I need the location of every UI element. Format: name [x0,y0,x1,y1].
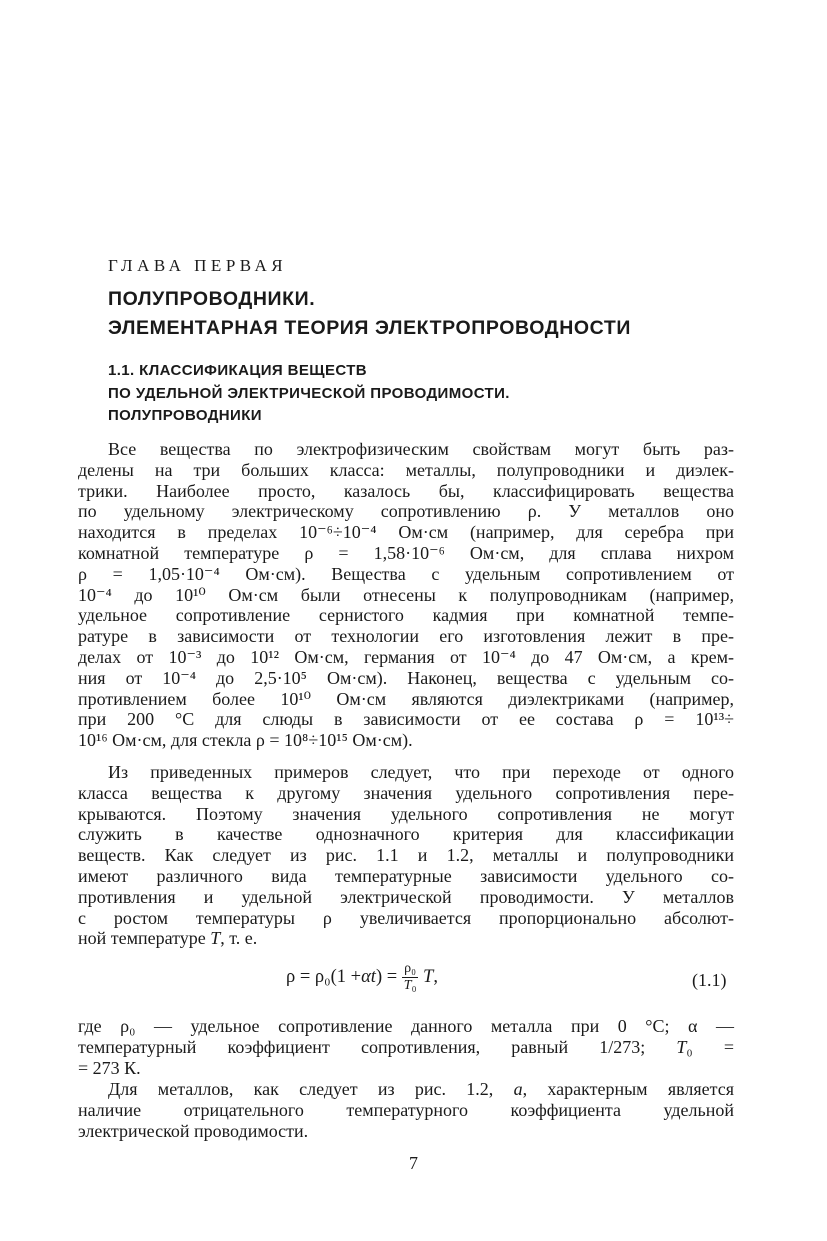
paragraph-examples [78,762,734,949]
formula-lhs: ρ = ρ₀(1 + [286,967,362,987]
text-line [78,928,734,949]
text-run: ной температуре [78,928,211,949]
text-line [78,1037,734,1058]
text-line: Из приведенных примеров следует, что при переходе от одного [108,762,734,782]
text-line: находится в пределах 10⁻⁶÷10⁻⁴ Ом·см (например, для серебра при [78,522,734,543]
text-line: = 273 К. [78,1057,141,1078]
chapter-label: ГЛАВА ПЕРВАЯ [108,256,288,275]
chapter-title-line: ПОЛУПРОВОДНИКИ. [108,288,316,310]
text-line: ния от 10⁻⁴ до 2,5·10⁵ Ом·см). Наконец, вещества с удельным со- [78,667,734,688]
text-line: класса вещества к другому значения удельного сопротивления пере- [78,782,734,803]
fraction-denominator [404,978,417,993]
text-line: служить в качестве однозначного критерия для классификации [78,824,734,845]
formula-rhs-var: T [423,967,434,987]
text-line: электрической проводимости. [78,1120,309,1141]
text-line: 10⁻⁴ до 10¹⁰ Ом·см были отнесены к полупроводникам (например, [78,584,734,605]
text-line: трики. Наиболее просто, казалось бы, классифицировать вещества [78,480,734,501]
formula-t: t [370,967,376,987]
section-title-line: ПО УДЕЛЬНОЙ ЭЛЕКТРИЧЕСКОЙ ПРОВОДИМОСТИ. [108,384,510,402]
text-line: удельное сопротивление сернистого кадмия при комнатной темпе- [78,605,734,626]
denominator-sub: ₀ [411,978,417,993]
fraction-numerator: ρ₀ [404,961,417,976]
text-run: температурный коэффициент сопротивления, равный 1/273; [78,1036,677,1057]
text-line: по удельному электрическому сопротивлению ρ. У металлов оно [78,501,734,522]
text-run: , т. е. [220,928,258,949]
text-line: имеют различного вида температурные зависимости удельного со- [78,865,734,886]
text-line: противлением более 10¹⁰ Ом·см являются диэлектриками (например, [78,688,734,709]
paragraph-classification [78,439,734,751]
chapter-title-line: ЭЛЕМЕНТАРНАЯ ТЕОРИЯ ЭЛЕКТРОПРОВОДНОСТИ [108,317,632,339]
text-line: с ростом температуры ρ увеличивается пропорционально абсолют- [78,907,734,928]
equation-number: (1.1) [692,970,727,990]
text-run: Для металлов, как следует из рис. 1.2, [108,1079,514,1099]
text-line [78,1079,734,1100]
text-line: противления и удельной электрической проводимости. У металлов [78,886,734,907]
text-run: , характерным является [522,1079,734,1099]
text-line: делах от 10⁻³ до 10¹² Ом·см, германия от 10⁻⁴ до 47 Ом·см, а крем- [78,646,734,667]
text-line: веществ. Как следует из рис. 1.1 и 1.2, металлы и полупроводники [78,845,734,866]
formula-rhs-tail: , [433,967,438,987]
paragraph-where [78,1016,734,1078]
variable-T: T [676,1036,687,1057]
section-title [108,360,510,428]
text-run: ₀ = [686,1036,734,1057]
section-title-line: ПОЛУПРОВОДНИКИ [108,407,262,424]
text-line: Все вещества по электрофизическим свойствам могут быть раз- [108,439,734,459]
formula-1-1 [286,962,438,993]
variable-T: T [210,928,221,949]
page-number: 7 [409,1153,418,1173]
formula-fraction [402,962,418,993]
text-line: где ρ₀ — удельное сопротивление данного металла при 0 °С; α — [78,1016,734,1036]
paragraph-metals [78,1079,734,1141]
denominator-var: T [403,978,412,993]
text-line: ρ = 1,05·10⁻⁴ Ом·см). Вещества с удельным сопротивлением от [78,563,734,584]
text-line: ратуре в зависимости от технологии его изготовления лежит в пре- [78,626,734,647]
text-line: крываются. Поэтому значения удельного сопротивления не могут [78,803,734,824]
text-line: 10¹⁶ Ом·см, для стекла ρ = 10⁸÷10¹⁵ Ом·см). [78,730,413,751]
formula-mid: ) = [375,967,398,987]
chapter-title [108,285,631,343]
text-line: комнатной температуре ρ = 1,58·10⁻⁶ Ом·см, для сплава нихром [78,542,734,563]
text-line: наличие отрицательного температурного коэффициента удельной [78,1099,734,1120]
formula-alpha: α [361,967,371,987]
figure-letter: а [513,1079,523,1099]
section-title-line: 1.1. КЛАССИФИКАЦИЯ ВЕЩЕСТВ [108,362,368,379]
text-line: при 200 °С для слюды в зависимости от ее состава ρ = 10¹³÷ [78,709,734,730]
text-line: делены на три больших класса: металлы, полупроводники и диэлек- [78,459,734,480]
